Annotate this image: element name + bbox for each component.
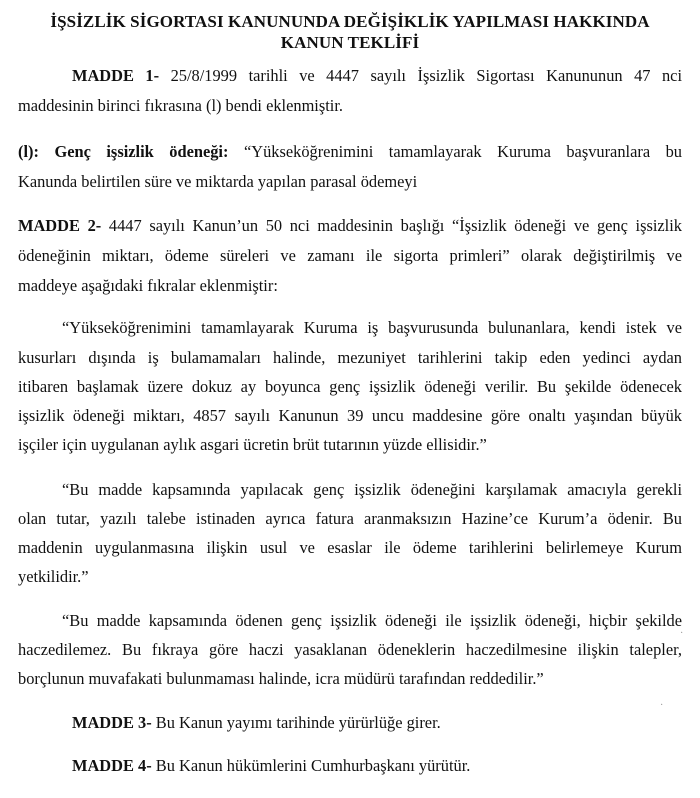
madde3 xyxy=(72,713,441,733)
paragraph2-line1: “Bu madde kapsamında yapılacak genç işsizlik ödeneğini karşılamak amacıyla gerekli xyxy=(62,480,682,499)
paragraph3-line2: haczedilemez. Bu fıkraya göre haczi yasaklanan ödeneklerin haczedilmesine ilişkin talepler, xyxy=(18,640,682,659)
paragraph1-line3: itibaren başlamak üzere dokuz ay boyunca genç işsizlik ödeneği verilir. Bu şekilde ödenecek xyxy=(18,377,682,396)
paragraph1-line4: işsizlik ödeneği miktarı, 4857 sayılı Kanunun 39 uncu maddesine göre onaltı yaşından büyük xyxy=(18,406,682,425)
madde4 xyxy=(72,756,470,776)
madde3-text: Bu Kanun yayımı tarihinde yürürlüğe girer. xyxy=(155,713,441,732)
paragraph1-line5: işçiler için uygulanan aylık asgari ücretin brüt tutarının yüzde ellisidir.” xyxy=(18,435,487,454)
paragraph3-line3: borçlunun muvafakati bulunmaması halinde, icra müdürü tarafından reddedilir.” xyxy=(18,669,544,688)
madde1-label: MADDE 1- xyxy=(72,66,160,85)
madde2-line2: ödeneğinin miktarı, ödeme süreleri ve zamanı ile sigorta primleri” olarak değiştirilmiş ve xyxy=(18,246,682,265)
madde1-line1 xyxy=(72,66,682,86)
paragraph2-line4: yetkilidir.” xyxy=(18,567,89,586)
madde1-text-line1: 25/8/1999 tarihli ve 4447 sayılı İşsizlik Sigortası Kanununun 47 nci xyxy=(170,66,683,85)
bent-l-line1 xyxy=(18,142,682,162)
madde4-text: Bu Kanun hükümlerini Cumhurbaşkanı yürütür. xyxy=(155,756,471,775)
scan-speck: · xyxy=(660,700,664,711)
madde2-line1 xyxy=(18,216,682,236)
madde1-line2: maddesinin birinci fıkrasına (l) bendi eklenmiştir. xyxy=(18,96,344,115)
bent-l-label: (l): Genç işsizlik ödeneği: xyxy=(18,142,229,161)
document-title-line2: KANUN TEKLİFİ xyxy=(280,33,420,52)
paragraph3-line1: “Bu madde kapsamında ödenen genç işsizlik ödeneği ile işsizlik ödeneği, hiçbir şekilde xyxy=(62,611,682,630)
madde2-text-line1: 4447 sayılı Kanun’un 50 nci maddesinin başlığı “İşsizlik ödeneği ve genç işsizlik xyxy=(108,216,682,235)
paragraph2-line2: olan tutar, yazılı talebe istinaden ayrıca fatura aranmaksızın Hazine’ce Kurum’a ödenir. Bu xyxy=(18,509,682,528)
paragraph1-line1: “Yükseköğrenimini tamamlayarak Kuruma iş başvurusunda bulunanlara, kendi istek ve xyxy=(62,318,682,337)
scan-speck: · xyxy=(680,628,684,639)
madde4-label: MADDE 4- xyxy=(72,756,152,775)
madde2-label: MADDE 2- xyxy=(18,216,102,235)
document-title-line1: İŞSİZLİK SİGORTASI KANUNUNDA DEĞİŞİKLİK YAPILMASI HAKKINDA xyxy=(50,12,650,31)
paragraph1-line2: kusurları dışında iş bulamamaları halinde, mezuniyet tarihlerini takip eden yedinci aydan xyxy=(18,348,682,367)
bent-l-text-line1: “Yükseköğrenimini tamamlayarak Kuruma başvuranlara bu xyxy=(243,142,682,161)
madde2-line3: maddeye aşağıdaki fıkralar eklenmiştir: xyxy=(18,276,278,295)
madde3-label: MADDE 3- xyxy=(72,713,152,732)
bent-l-line2: Kanunda belirtilen süre ve miktarda yapılan parasal ödemeyi xyxy=(18,172,418,191)
paragraph2-line3: maddenin uygulanmasına ilişkin usul ve esaslar ile ödeme tarihlerini belirlemeye Kurum xyxy=(18,538,682,557)
